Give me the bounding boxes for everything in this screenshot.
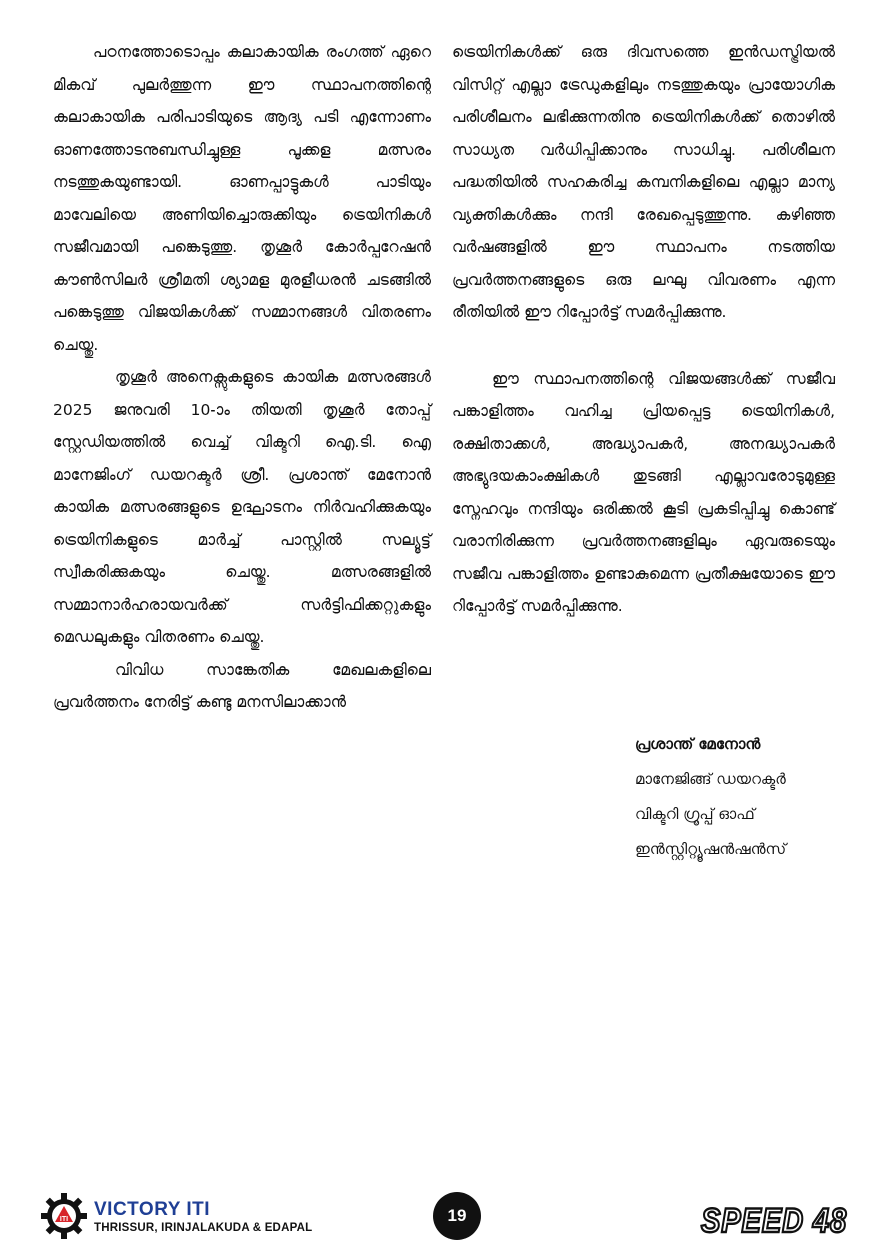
brand-name: VICTORY ITI <box>94 1199 211 1220</box>
page-number: 19 <box>447 1206 467 1225</box>
closing-paragraph: ഈ സ്ഥാപനത്തിന്റെ വിജയങ്ങൾക്ക് സജീവ പങ്കാളിത്തം വഹിച്ച പ്രിയപ്പെട്ട ട്രെയിനികൾ, രക്ഷിതാക്കൾ, അദ്ധ്യാപകർ, അനദ്ധ്യാപകർ അഭ്യുദയകാംക്ഷികൾ തുടങ്ങി എല്ലാവരോടുമുള്ള സ്നേഹവും നന്ദിയും ഒരിക്കൽ കൂടി പ്രകടിപ്പിച്ചു കൊണ്ട് വരാനിരിക്കുന്ന പ്രവർത്തനങ്ങളിലും ഏവരുടെയും സജീവ പങ്കാളിത്തം ഉണ്ടാകുമെന്ന പ്രതീക്ഷയോടെ ഈ റിപ്പോർട്ട് സമർപ്പിക്കുന്നു. <box>452 369 835 615</box>
signature-block <box>635 727 786 867</box>
sports-meet-paragraph: തൃശൂർ അനെക്സുകളുടെ കായിക മത്സരങ്ങൾ 2025 ജനുവരി 10-ാം തിയതി തൃശൂർ തോപ്പ് സ്റ്റേഡിയത്തിൽ വെച്ച് വിക്ടറി ഐ.ടി. ഐ മാനേജിംഗ് ഡയറക്ടർ ശ്രീ. പ്രശാന്ത് മേനോൻ കായിക മത്സരങ്ങളുടെ ഉദ്ഘാടനം നിർവഹിക്കുകയും ട്രെയിനികളുടെ മാർച്ച് പാസ്റ്റിൽ സല്യൂട്ട് സ്വീകരിക്കുകയും ചെയ്തു. മത്സരങ്ങളിൽ സമ്മാനാർഹരായവർക്ക് സർട്ടിഫിക്കറ്റുകളും മെഡലുകളും വിതരണം ചെയ്തു. <box>53 368 431 646</box>
signatory-institutions: ഇൻസ്റ്റിറ്റ്യൂഷൻഷൻസ് <box>635 840 787 858</box>
magazine-name: SPEED 48 <box>701 1202 847 1240</box>
brand-locations: THRISSUR, IRINJALAKUDA & EDAPAL <box>94 1222 313 1234</box>
victory-iti-gear-logo <box>40 1192 88 1240</box>
signatory-name: പ്രശാന്ത് മേനോൻ <box>635 735 761 753</box>
right-column <box>452 36 835 623</box>
logo-iti-text: ITI <box>59 1216 69 1223</box>
onam-celebration-paragraph: പഠനത്തോടൊപ്പം കലാകായിക രംഗത്ത് ഏറെ മികവ് പുലർത്തുന്ന ഈ സ്ഥാപനത്തിന്റെ കലാകായിക പരിപാടിയുടെ ആദ്യ പടി എന്നോണം ഓണത്തോടനുബന്ധിച്ചുള്ള പൂക്കള മത്സരം നടത്തുകയുണ്ടായി. ഓണപ്പാട്ടുകൾ പാടിയും മാവേലിയെ അണിയിച്ചൊരുക്കിയും ട്രെയിനികൾ സജീവമായി പങ്കെടുത്തു. തൃശൂർ കോർപ്പറേഷൻ കൗൺസിലർ ശ്രീമതി ശ്യാമള മുരളീധരൻ ചടങ്ങിൽ പങ്കെടുത്തു വിജയികൾക്ക് സമ്മാനങ്ങൾ വിതരണം ചെയ്തു. <box>53 43 431 354</box>
signatory-organization: വിക്ടറി ഗ്രൂപ്പ് ഓഫ് <box>635 805 755 823</box>
paragraph-gap <box>452 329 835 363</box>
left-column <box>53 36 431 719</box>
industrial-visit-paragraph-end: ട്രെയിനികൾക്ക് ഒരു ദിവസത്തെ ഇൻഡസ്ട്രിയൽ വിസിറ്റ് എല്ലാ ട്രേഡുകളിലും നടത്തുകയും പ്രായോഗിക പരിശീലനം ലഭിക്കുന്നതിനു ട്രെയിനികൾക്ക് തൊഴിൽ സാധ്യത വർധിപ്പിക്കാനും സാധിച്ചു. പരിശീലന പദ്ധതിയിൽ സഹകരിച്ച കമ്പനികളിലെ എല്ലാ മാന്യ വ്യക്തികൾക്കും നന്ദി രേഖപ്പെടുത്തുന്നു. കഴിഞ്ഞ വർഷങ്ങളിൽ ഈ സ്ഥാപനം നടത്തിയ പ്രവർത്തനങ്ങളുടെ ഒരു ലഘു വിവരണം എന്ന രീതിയിൽ ഈ റിപ്പോർട്ട് സമർപ്പിക്കുന്നു. <box>452 43 835 321</box>
signatory-designation: മാനേജിങ്ങ് ഡയറക്ടർ <box>635 770 786 788</box>
industrial-visit-paragraph-start: വിവിധ സാങ്കേതിക മേഖലകളിലെ പ്രവർത്തനം നേരിട്ട് കണ്ടു മനസിലാക്കാൻ <box>53 660 431 711</box>
page-number-badge <box>433 1192 481 1240</box>
speed-48-logo <box>697 1196 852 1240</box>
